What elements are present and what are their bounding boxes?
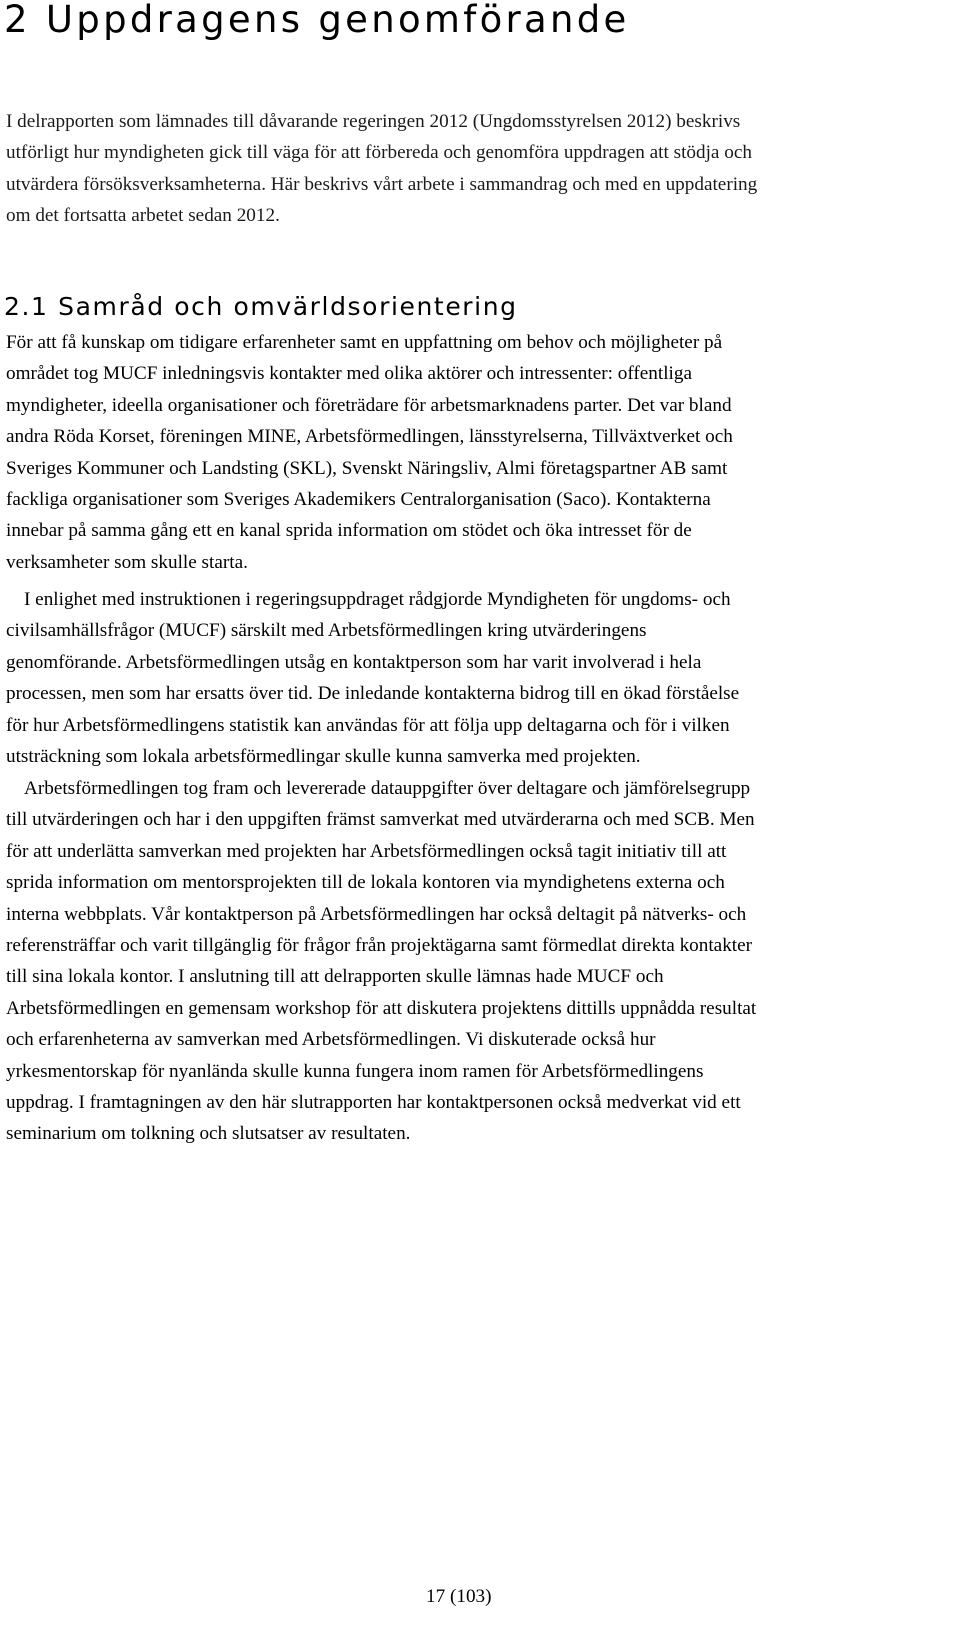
paragraph-line: Arbetsförmedlingen en gemensam workshop för att diskutera projektens dittills uppnådda resultat <box>6 997 757 1019</box>
paragraph-line: fackliga organisationer som Sveriges Akademikers Centralorganisation (Saco). Kontakterna <box>6 489 711 511</box>
paragraph-line: sprida information om mentorsprojekten till de lokala kontoren via myndighetens externa och <box>6 872 725 894</box>
intro-line: utvärdera försöksverksamheterna. Här beskrivs vårt arbete i sammandrag och med en uppdatering <box>6 173 758 195</box>
paragraph-consultation <box>6 327 926 578</box>
paragraph-line: till sina lokala kontor. I anslutning till att delrapporten skulle lämnas hade MUCF och <box>6 966 664 988</box>
paragraph-line: I enlighet med instruktionen i regeringsuppdraget rådgjorde Myndigheten för ungdoms- och <box>24 589 731 610</box>
paragraph-line: interna webbplats. Vår kontaktperson på Arbetsförmedlingen har också deltagit på nätverks- och <box>6 903 747 925</box>
paragraph-line: för att underlätta samverkan med projekten har Arbetsförmedlingen också tagit initiativ till att <box>6 840 727 862</box>
paragraph-line: området tog MUCF inledningsvis kontakter med olika aktörer och intressenter: offentliga <box>6 363 692 385</box>
paragraph-line: uppdrag. I framtagningen av den här slutrapporten har kontaktpersonen också medverkat vid ett <box>6 1092 741 1114</box>
paragraph-line: Arbetsförmedlingen tog fram och levererade datauppgifter över deltagare och jämförelsegrupp <box>24 778 751 799</box>
section-heading: 2.1 Samråd och omvärldsorientering <box>4 292 518 321</box>
paragraph-line: utsträckning som lokala arbetsförmedlingar skulle kunna samverka med projekten. <box>6 746 641 768</box>
paragraph-line: verksamheter som skulle starta. <box>6 551 248 573</box>
intro-paragraph <box>6 106 926 232</box>
paragraph-line: seminarium om tolkning och slutsatser av resultaten. <box>6 1123 411 1145</box>
paragraph-line: andra Röda Korset, föreningen MINE, Arbetsförmedlingen, länsstyrelserna, Tillväxtverket och <box>6 426 733 448</box>
paragraph-line: yrkesmentorskap för nyanlända skulle kunna fungera inom ramen för Arbetsförmedlingens <box>6 1060 704 1082</box>
intro-line: utförligt hur myndigheten gick till väga för att förbereda och genomföra uppdragen att stödja och <box>6 142 752 164</box>
page-number: 17 (103) <box>426 1586 492 1607</box>
paragraph-line: civilsamhällsfrågor (MUCF) särskilt med Arbetsförmedlingen kring utvärderingens <box>6 620 647 642</box>
paragraph-collaboration <box>6 773 926 1150</box>
paragraph-line: referensträffar och varit tillgänglig för frågor från projektägarna samt förmedlat direkta kontakter <box>6 935 753 957</box>
paragraph-line: genomförande. Arbetsförmedlingen utsåg en kontaktperson som har varit involverad i hela <box>6 651 702 673</box>
paragraph-line: myndigheter, ideella organisationer och företrädare för arbetsmarknadens parter. Det var bland <box>6 394 732 416</box>
paragraph-line: till utvärderingen och har i den uppgiften främst samverkat med utvärderarna och med SCB. Men <box>6 809 755 831</box>
paragraph-line: innebar på samma gång ett en kanal sprida information om stödet och öka intresset för de <box>6 520 692 542</box>
paragraph-line: och erfarenheterna av samverkan med Arbetsförmedlingen. Vi diskuterade också hur <box>6 1029 656 1051</box>
paragraph-line: Sveriges Kommuner och Landsting (SKL), Svenskt Näringsliv, Almi företagspartner AB samt <box>6 457 728 479</box>
paragraph-line: För att få kunskap om tidigare erfarenheter samt en uppfattning om behov och möjligheter på <box>6 332 723 353</box>
paragraph-line: för hur Arbetsförmedlingens statistik kan användas för att följa upp deltagarna och för i vilken <box>6 714 730 736</box>
paragraph-line: processen, men som har ersatts över tid. De inledande kontakterna bidrog till en ökad förståelse <box>6 683 740 705</box>
chapter-heading: 2 Uppdragens genomförande <box>4 0 630 41</box>
paragraph-instruction <box>6 584 926 772</box>
intro-line: om det fortsatta arbetet sedan 2012. <box>6 205 280 227</box>
intro-line: I delrapporten som lämnades till dåvarande regeringen 2012 (Ungdomsstyrelsen 2012) beskrivs <box>6 111 741 132</box>
